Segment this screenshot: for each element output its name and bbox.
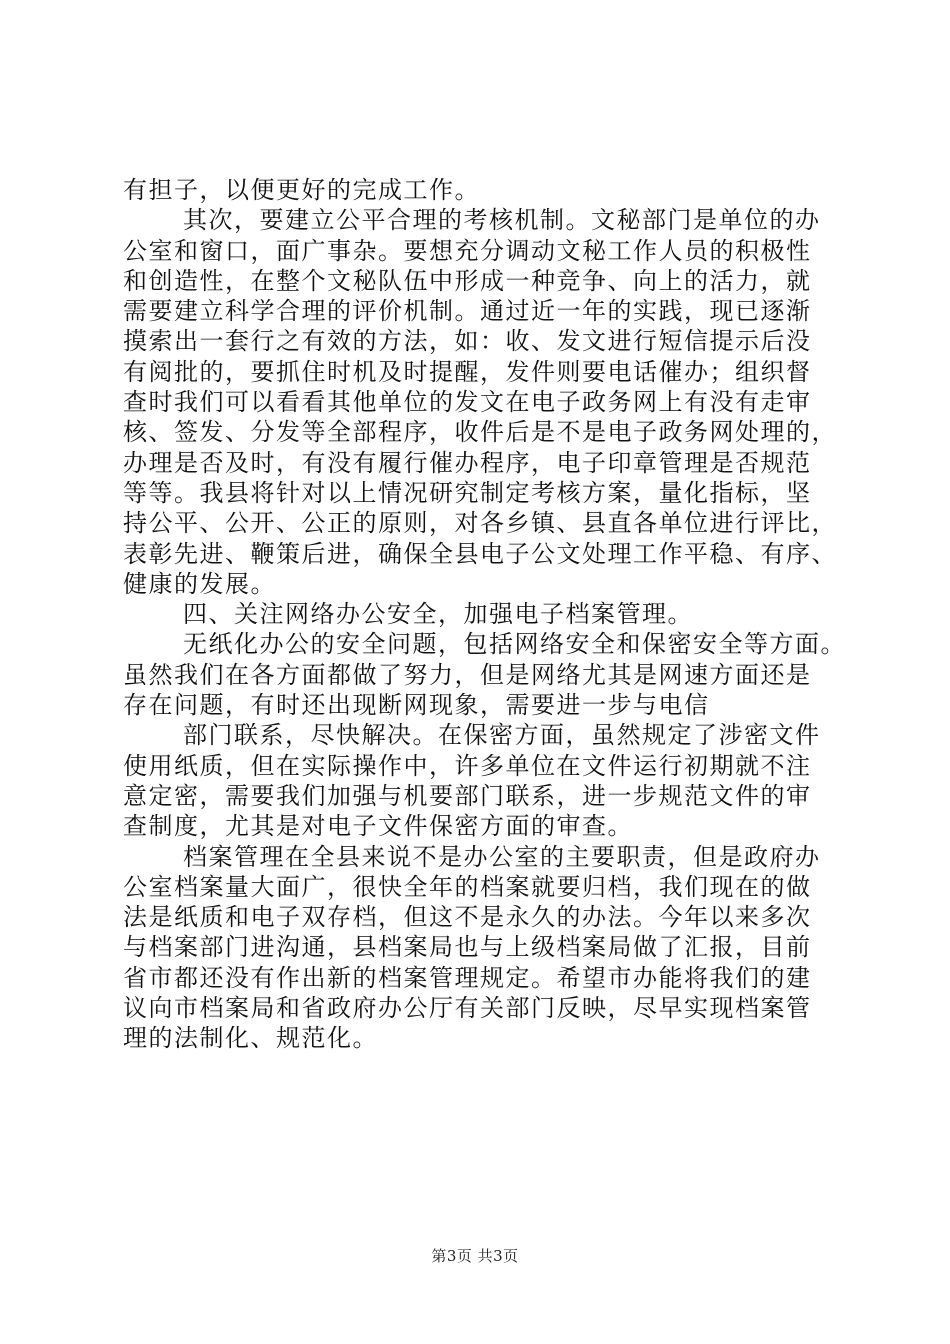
text-line: 办理是否及时，有没有履行催办程序，电子印章管理是否规范 (123, 448, 812, 477)
text-line: 无纸化办公的安全问题，包括网络安全和保密安全等方面。 (183, 630, 846, 659)
text-line: 健康的发展。 (123, 569, 276, 598)
text-line: 等等。我县将针对以上情况研究制定考核方案，量化指标，坚 (123, 478, 812, 507)
text-line: 其次，要建立公平合理的考核机制。文秘部门是单位的办 (183, 206, 821, 235)
text-line: 公室档案量大面广，很快全年的档案就要归档，我们现在的做 (123, 872, 812, 901)
text-line: 使用纸质，但在实际操作中，许多单位在文件运行初期就不注 (123, 751, 812, 780)
text-line: 档案管理在全县来说不是办公室的主要职责，但是政府办 (183, 842, 821, 871)
text-line: 公室和窗口，面广事杂。要想充分调动文秘工作人员的积极性 (123, 236, 812, 265)
text-line: 有阅批的，要抓住时机及时提醒，发件则要电话催办；组织督 (123, 357, 812, 386)
text-line: 存在问题，有时还出现断网现象，需要进一步与电信 (123, 691, 710, 720)
text-line: 虽然我们在各方面都做了努力，但是网络尤其是网速方面还是 (123, 660, 812, 689)
text-line: 部门联系，尽快解决。在保密方面，虽然规定了涉密文件 (183, 721, 821, 750)
text-line: 需要建立科学合理的评价机制。通过近一年的实践，现已逐渐 (123, 297, 812, 326)
text-line: 法是纸质和电子双存档，但这不是永久的办法。今年以来多次 (123, 903, 812, 932)
text-line: 意定密，需要我们加强与机要部门联系，进一步规范文件的审 (123, 781, 812, 810)
text-line: 有担子，以便更好的完成工作。 (123, 176, 480, 204)
text-line: 持公平、公开、公正的原则，对各乡镇、县直各单位进行评比， (123, 509, 837, 538)
text-line: 查时我们可以看看其他单位的发文在电子政务网上有没有走审 (123, 388, 812, 417)
page-footer: 第3页 共3页 (431, 1247, 519, 1265)
text-line: 查制度，尤其是对电子文件保密方面的审查。 (123, 812, 633, 841)
text-line: 与档案部门进沟通，县档案局也与上级档案局做了汇报，目前 (123, 933, 812, 962)
text-line: 理的法制化、规范化。 (123, 1024, 378, 1053)
text-line: 摸索出一套行之有效的方法，如：收、发文进行短信提示后没 (123, 327, 812, 356)
text-line: 核、签发、分发等全部程序，收件后是不是电子政务网处理的， (123, 418, 837, 447)
text-line: 表彰先进、鞭策后进，确保全县电子公文处理工作平稳、有序、 (123, 539, 837, 568)
text-line: 四、关注网络办公安全，加强电子档案管理。 (183, 600, 693, 629)
text-line: 和创造性，在整个文秘队伍中形成一种竞争、向上的活力，就 (123, 266, 812, 295)
text-line: 省市都还没有作出新的档案管理规定。希望市办能将我们的建 (123, 963, 812, 992)
text-line: 议向市档案局和省政府办公厅有关部门反映，尽早实现档案管 (123, 994, 812, 1023)
document-body (123, 175, 846, 1054)
